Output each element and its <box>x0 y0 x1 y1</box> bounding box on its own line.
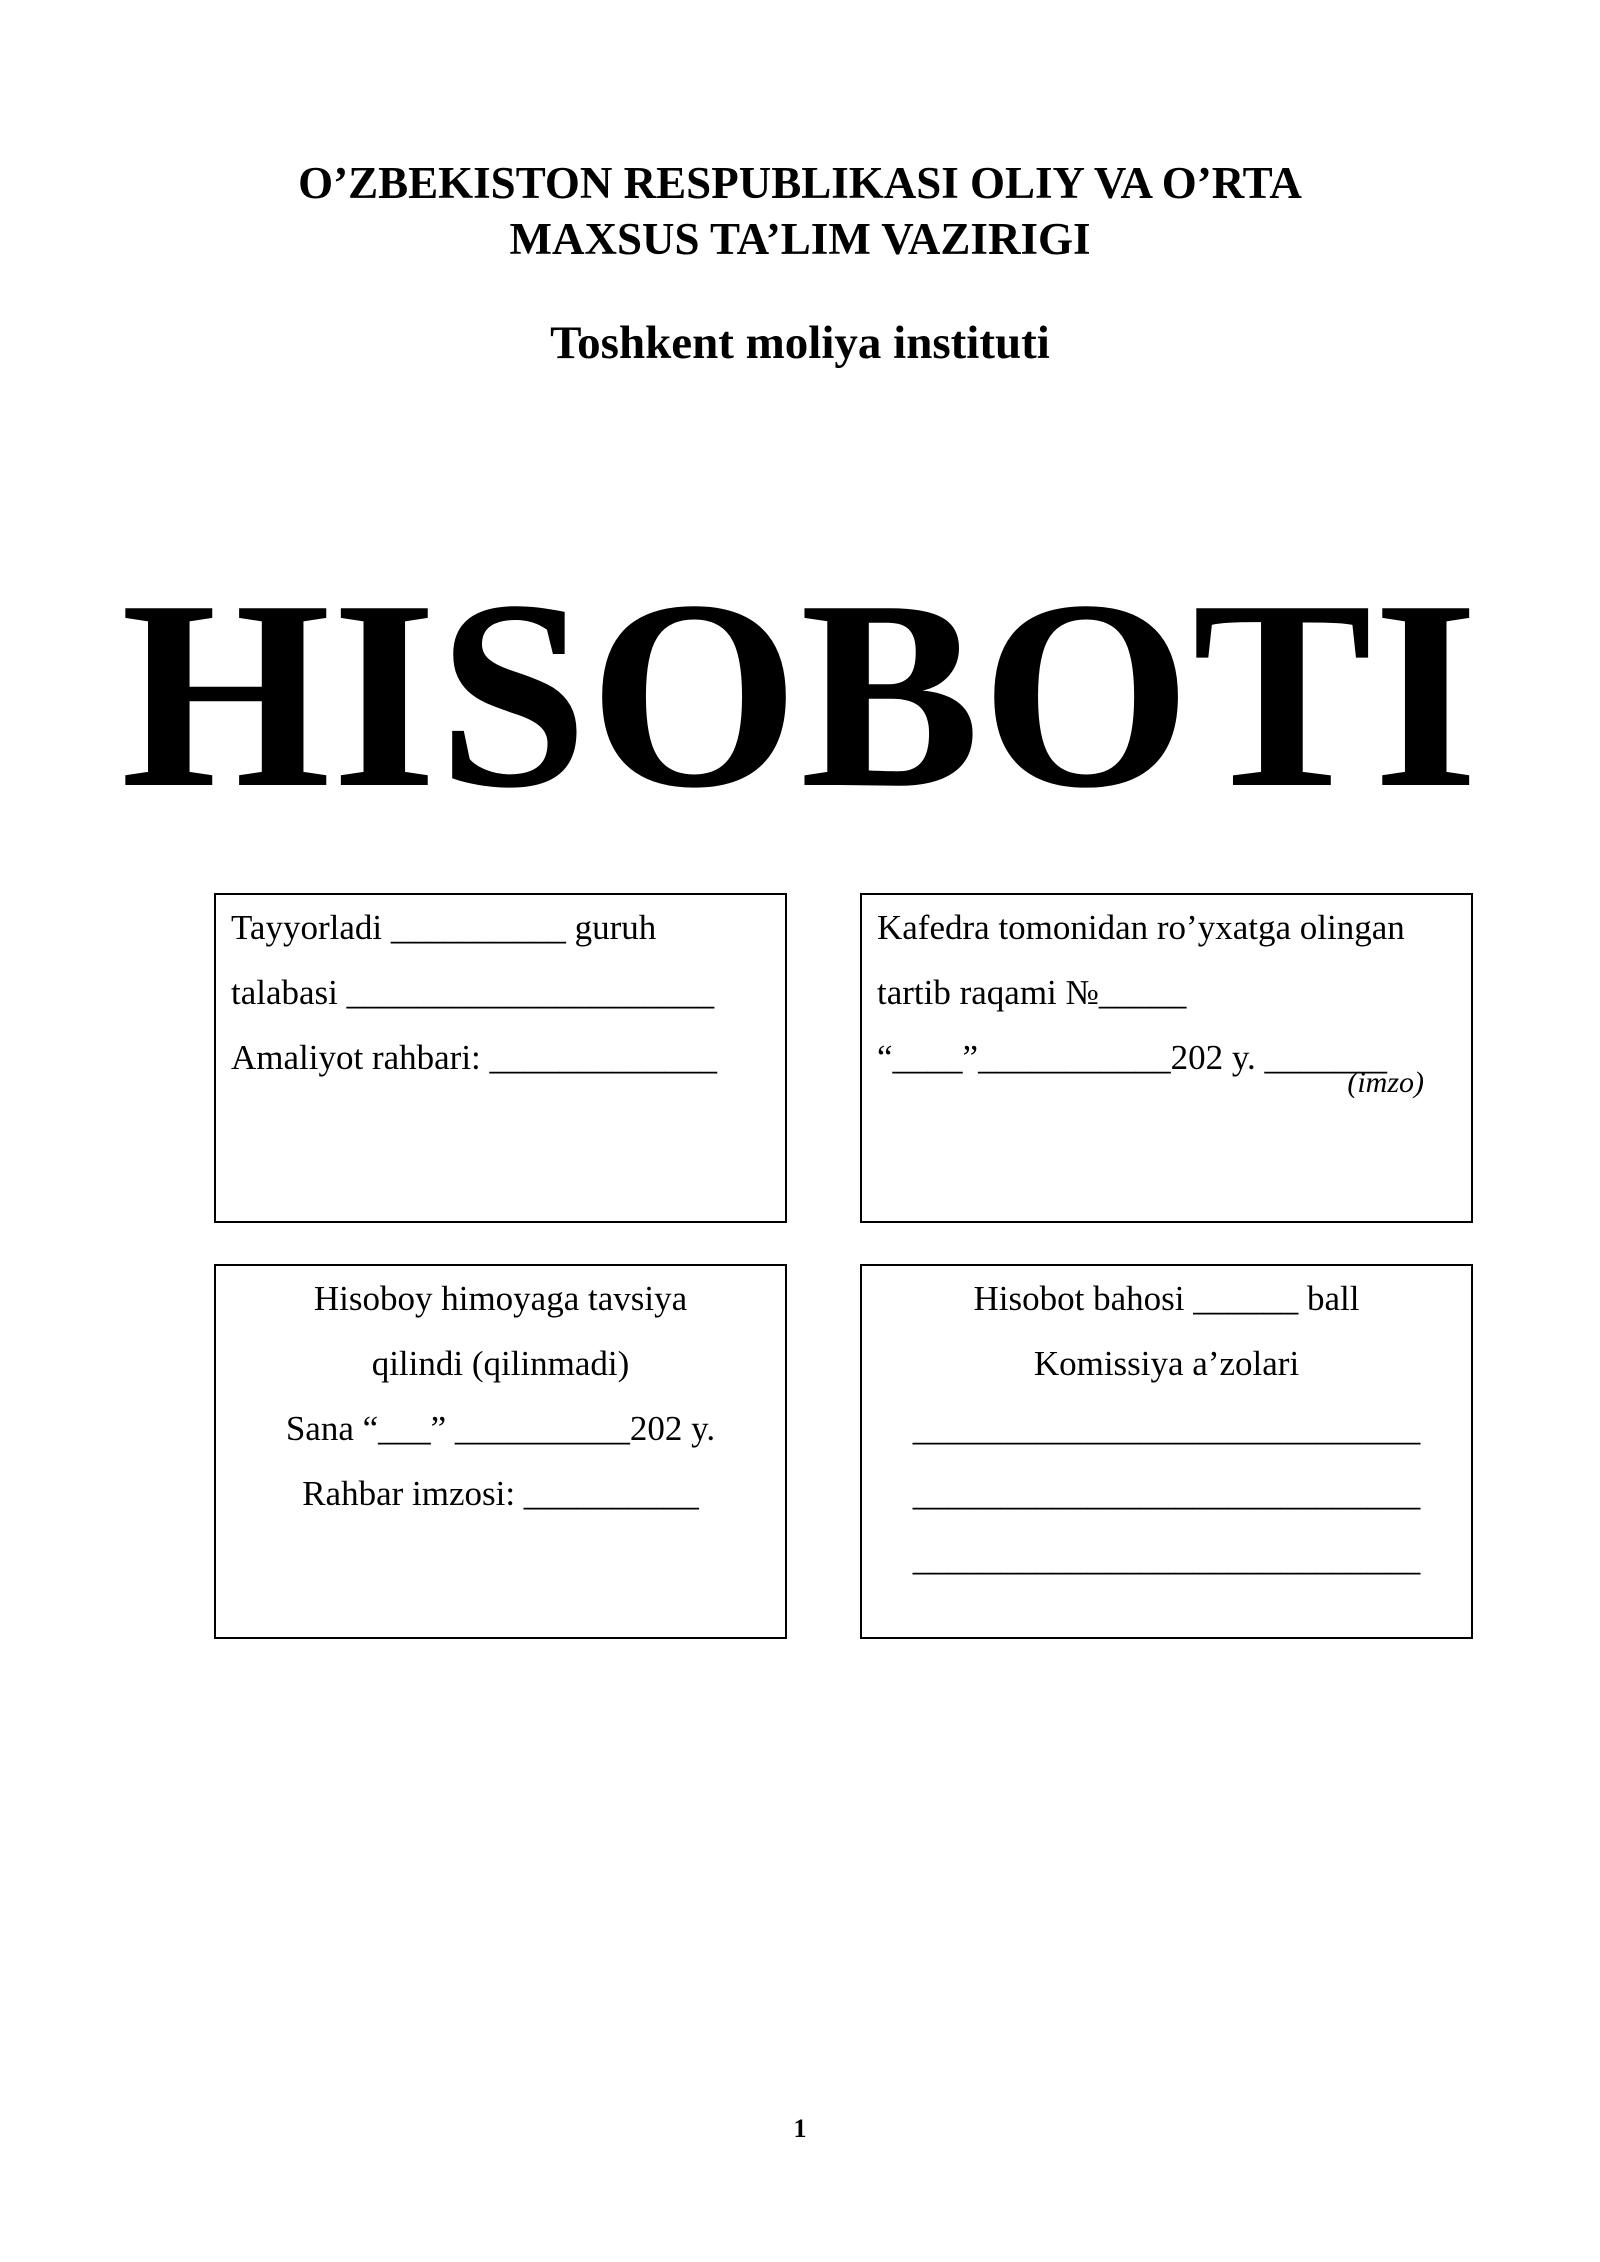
registered-by-department-line: Kafedra tomonidan ro’yxatga olingan <box>877 908 1405 947</box>
signature-note: (imzo) <box>1347 1066 1424 1099</box>
supervisor-signature-line: Rahbar imzosi: __________ <box>302 1474 699 1513</box>
ministry-line-2: MAXSUS TA’LIM VAZIRIGI <box>509 214 1091 264</box>
recommendation-line-2: qilindi (qilinmadi) <box>371 1344 630 1383</box>
recommendation-line-1: Hisoboy himoyaga tavsiya <box>313 1279 688 1318</box>
institute-name: Toshkent moliya instituti <box>550 317 1050 369</box>
report-title: HISOBOTI <box>120 545 1480 844</box>
commission-member-line-2: _____________________________ <box>912 1474 1421 1513</box>
grade-box <box>860 1264 1473 1639</box>
student-info-box <box>214 893 787 1223</box>
commission-member-line-3: _____________________________ <box>912 1539 1421 1578</box>
registration-box <box>860 893 1473 1223</box>
ministry-heading <box>0 155 1600 267</box>
report-grade-line: Hisobot bahosi ______ ball <box>973 1279 1360 1318</box>
recommendation-date-line: Sana “___” __________202 y. <box>285 1409 716 1448</box>
commission-members-label: Komissiya a’zolari <box>1033 1344 1300 1383</box>
student-line: talabasi _____________________ <box>231 973 715 1012</box>
registration-date-line: “____”___________202 y. _______ <box>877 1038 1388 1077</box>
prepared-by-line: Tayyorladi __________ guruh <box>231 908 657 947</box>
commission-member-line-1: _____________________________ <box>912 1409 1421 1448</box>
ministry-line-1: O’ZBEKISTON RESPUBLIKASI OLIY VA O’RTA <box>298 158 1302 208</box>
supervisor-line: Amaliyot rahbari: _____________ <box>231 1038 718 1077</box>
serial-number-line: tartib raqami №_____ <box>877 973 1187 1012</box>
defense-recommendation-box <box>214 1264 787 1639</box>
page-number: 1 <box>793 2114 807 2143</box>
